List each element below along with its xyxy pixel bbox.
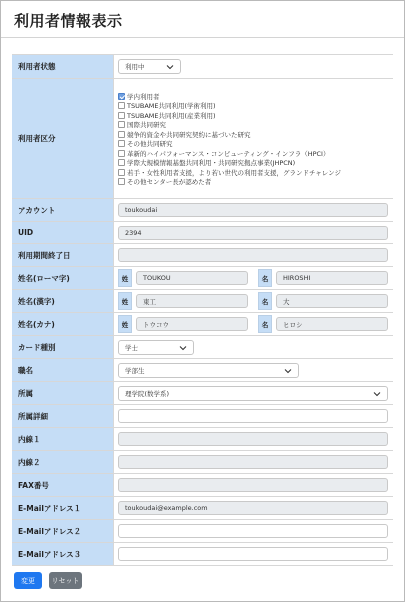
card-type-value: 学士 xyxy=(125,343,138,352)
account-label: アカウント xyxy=(12,199,114,221)
position-label: 職名 xyxy=(12,359,114,381)
sei-roma-field[interactable]: TOUKOU xyxy=(136,271,248,285)
form-actions xyxy=(14,572,82,589)
chevron-down-icon xyxy=(179,344,187,352)
email3-field[interactable] xyxy=(118,547,388,561)
mei-tag: 名 xyxy=(258,292,272,310)
uid-field[interactable]: 2394 xyxy=(118,226,388,240)
ext2-field[interactable] xyxy=(118,455,388,469)
email2-label: E-Mailアドレス２ xyxy=(12,520,114,542)
row-end-date xyxy=(12,244,393,267)
category-option[interactable] xyxy=(118,149,341,159)
status-select[interactable] xyxy=(118,59,181,74)
checkbox-icon[interactable] xyxy=(118,159,125,166)
row-name-kanji xyxy=(12,290,393,313)
category-option[interactable] xyxy=(118,168,341,178)
category-label: 利用者区分 xyxy=(12,79,114,198)
sei-tag: 姓 xyxy=(118,269,132,287)
sei-kanji-field[interactable]: 東工 xyxy=(136,294,248,308)
category-option-label: TSUBAME共同利用(学術利用) xyxy=(127,102,216,111)
category-option[interactable] xyxy=(118,111,341,121)
row-fax xyxy=(12,474,393,497)
ext1-field[interactable] xyxy=(118,432,388,446)
name-roma-label: 姓名(ローマ字) xyxy=(12,267,114,289)
row-account xyxy=(12,199,393,222)
checkbox-icon[interactable] xyxy=(118,121,125,128)
category-option-label: 学内利用者 xyxy=(127,92,160,101)
row-uid xyxy=(12,222,393,244)
reset-button[interactable]: リセット xyxy=(49,572,82,589)
affiliation-value: 理学院(数学系) xyxy=(125,389,170,398)
row-position xyxy=(12,359,393,382)
status-label: 利用者状態 xyxy=(12,55,114,78)
chevron-down-icon xyxy=(166,63,174,71)
chevron-down-icon xyxy=(284,367,292,375)
row-name-roma xyxy=(12,267,393,290)
row-card-type xyxy=(12,336,393,359)
row-ext1 xyxy=(12,428,393,451)
checkbox-icon[interactable] xyxy=(118,131,125,138)
mei-kana-field[interactable]: ヒロシ xyxy=(276,317,388,331)
row-affiliation xyxy=(12,382,393,405)
category-option[interactable] xyxy=(118,130,341,140)
end-date-field[interactable] xyxy=(118,248,388,262)
position-value: 学部生 xyxy=(125,366,145,375)
uid-label: UID xyxy=(12,222,114,243)
title-divider xyxy=(1,37,404,38)
position-select[interactable] xyxy=(118,363,299,378)
category-option[interactable] xyxy=(118,120,341,130)
change-button[interactable]: 変更 xyxy=(14,572,42,589)
user-info-form xyxy=(12,54,393,566)
row-email3 xyxy=(12,543,393,566)
mei-roma-field[interactable]: HIROSHI xyxy=(276,271,388,285)
checkbox-icon[interactable] xyxy=(118,150,125,157)
checkbox-icon[interactable] xyxy=(118,93,125,100)
row-email1 xyxy=(12,497,393,520)
category-option-label: 国際共同研究 xyxy=(127,121,166,130)
account-field[interactable]: toukoudai xyxy=(118,203,388,217)
checkbox-icon[interactable] xyxy=(118,140,125,147)
mei-tag: 名 xyxy=(258,315,272,333)
category-checkbox-list xyxy=(118,88,341,190)
category-option-label: その他センター長が認めた者 xyxy=(127,178,212,187)
row-affiliation-detail xyxy=(12,405,393,428)
card-type-label: カード種別 xyxy=(12,336,114,358)
category-option[interactable] xyxy=(118,158,341,168)
row-category xyxy=(12,79,393,199)
category-option-label: その他共同研究 xyxy=(127,140,173,149)
category-option[interactable] xyxy=(118,92,341,102)
category-option[interactable] xyxy=(118,101,341,111)
ext2-label: 内線２ xyxy=(12,451,114,473)
page-title: 利用者情報表示 xyxy=(14,12,123,30)
affiliation-label: 所属 xyxy=(12,382,114,404)
row-name-kana xyxy=(12,313,393,336)
checkbox-icon[interactable] xyxy=(118,102,125,109)
category-option[interactable] xyxy=(118,139,341,149)
mei-tag: 名 xyxy=(258,269,272,287)
name-kanji-label: 姓名(漢字) xyxy=(12,290,114,312)
row-email2 xyxy=(12,520,393,543)
affiliation-detail-label: 所属詳細 xyxy=(12,405,114,427)
row-status xyxy=(12,54,393,79)
category-option-label: TSUBAME共同利用(産業利用) xyxy=(127,111,216,120)
category-option-label: 若手・女性利用者支援，より若い世代の利用者支援，グランドチャレンジ xyxy=(127,168,341,177)
email2-field[interactable] xyxy=(118,524,388,538)
category-option-label: 競争的資金や共同研究契約に基づいた研究 xyxy=(127,130,251,139)
ext1-label: 内線１ xyxy=(12,428,114,450)
card-type-select[interactable] xyxy=(118,340,194,355)
status-value: 利用中 xyxy=(125,63,145,71)
category-option[interactable] xyxy=(118,177,341,187)
category-option-label: 学際大規模情報基盤共同利用・共同研究拠点事業(JHPCN) xyxy=(127,159,296,168)
mei-kanji-field[interactable]: 大 xyxy=(276,294,388,308)
fax-label: FAX番号 xyxy=(12,474,114,496)
sei-tag: 姓 xyxy=(118,315,132,333)
affiliation-select[interactable] xyxy=(118,386,388,401)
end-date-label: 利用期間終了日 xyxy=(12,244,114,266)
sei-tag: 姓 xyxy=(118,292,132,310)
chevron-down-icon xyxy=(373,390,381,398)
email1-label: E-Mailアドレス１ xyxy=(12,497,114,519)
row-ext2 xyxy=(12,451,393,474)
sei-kana-field[interactable]: トウコウ xyxy=(136,317,248,331)
checkbox-icon[interactable] xyxy=(118,112,125,119)
name-kana-label: 姓名(カナ) xyxy=(12,313,114,335)
email1-field[interactable]: toukoudai@example.com xyxy=(118,501,388,515)
checkbox-icon[interactable] xyxy=(118,178,125,185)
fax-field[interactable] xyxy=(118,478,388,492)
affiliation-detail-field[interactable] xyxy=(118,409,388,423)
email3-label: E-Mailアドレス３ xyxy=(12,543,114,565)
checkbox-icon[interactable] xyxy=(118,169,125,176)
category-option-label: 革新的ハイパフォーマンス・コンピューティング・インフラ（HPCI） xyxy=(127,149,330,158)
